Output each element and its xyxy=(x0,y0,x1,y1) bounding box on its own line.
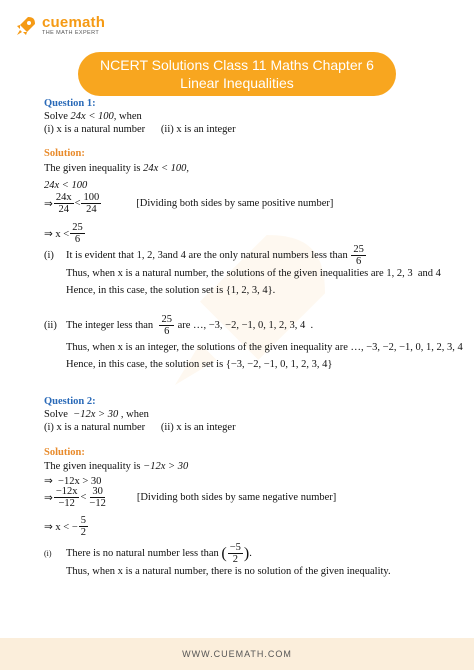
s1-part-ii-line3-text: Hence, in this case, the solution set is xyxy=(66,359,224,370)
s2-step2-left-fraction xyxy=(54,486,80,509)
s1-part-i-line2-end: and 4 xyxy=(417,268,441,279)
rocket-icon xyxy=(14,14,38,38)
fraction-numerator: 24x xyxy=(55,192,72,203)
q2-parts: (i) x is a natural number (ii) x is an integer xyxy=(44,422,236,433)
fraction-numerator: 30 xyxy=(92,486,103,497)
s1-step3 xyxy=(44,222,86,245)
s2-part-i-period: . xyxy=(249,548,252,560)
s1-part-i-line3 xyxy=(66,285,275,296)
q2-inequality: −12x > 30 xyxy=(73,409,119,420)
s1-part-i-text-a: It is evident that xyxy=(66,250,134,262)
s2-part-i-line2: Thus, when x is a natural number, there is no solution of the given inequality. xyxy=(66,566,391,577)
s2-step3-fraction xyxy=(79,515,88,538)
fraction-numerator: −12x xyxy=(55,486,78,497)
brand-name: cuemath xyxy=(42,14,106,32)
s2-step3-prefix: ⇒ x < − xyxy=(44,521,78,533)
question-2-prompt xyxy=(44,409,149,420)
s1-part-i-line3-text: Hence, in this case, the solution set is xyxy=(66,285,224,296)
s2-step1: ⇒ −12x > 30 xyxy=(44,476,102,487)
s2-step3 xyxy=(44,515,89,538)
s1-part-i-line1 xyxy=(44,244,367,267)
footer-website[interactable]: WWW.CUEMATH.COM xyxy=(0,638,474,670)
solution-2-heading: Solution: xyxy=(44,447,85,458)
q1-inequality: 24x < 100, xyxy=(70,111,117,122)
fraction-numerator: 5 xyxy=(80,515,87,526)
q1-prompt-prefix: Solve xyxy=(44,111,68,122)
fraction-denominator: 2 xyxy=(232,554,238,566)
s1-part-i-line2 xyxy=(66,268,441,279)
s1-part-ii-line2 xyxy=(66,342,463,353)
s1-intro-inequality: 24x < 100, xyxy=(143,163,190,174)
fraction-denominator: 6 xyxy=(355,256,362,268)
brand-tagline: THE MATH EXPERT xyxy=(42,30,100,37)
s1-part-ii-fraction xyxy=(159,314,174,337)
question-1-prompt xyxy=(44,111,142,122)
q2-prompt-suffix: , when xyxy=(120,409,149,420)
s1-intro xyxy=(44,163,189,174)
s2-step2-right-fraction xyxy=(87,486,107,509)
fraction-denominator: −12 xyxy=(89,498,106,510)
fraction-numerator: −5 xyxy=(229,542,241,553)
s1-part-ii-line3 xyxy=(66,359,332,370)
fraction-numerator: 25 xyxy=(353,244,364,255)
s2-part-i-label: (i) xyxy=(44,549,52,559)
s2-part-i-text: There is no natural number less than xyxy=(66,548,219,560)
s2-step2: ⇒ $\frac{-12x}{-12}$ < $\frac{30}{-12}$ [Dividing both sides by same negative number] xyxy=(44,486,337,510)
s1-step2-left-fraction xyxy=(54,192,74,215)
fraction-denominator: 2 xyxy=(80,527,87,539)
banner-title-line2: Linear Inequalities xyxy=(180,75,294,91)
s1-part-ii-label: (ii) xyxy=(44,320,57,332)
s1-intro-text: The given inequality is xyxy=(44,163,141,174)
s1-part-i-period: . xyxy=(272,285,276,296)
q1-prompt-suffix: when xyxy=(119,111,142,122)
s1-part-ii-text-a: The integer less than xyxy=(66,320,154,332)
fraction-denominator: −12 xyxy=(58,498,75,510)
fraction-denominator: 24 xyxy=(86,204,97,216)
s1-part-i-fraction xyxy=(351,244,366,267)
s1-step3-prefix: ⇒ x < xyxy=(44,228,70,240)
s1-part-ii-line2-text: Thus, when x is an integer, the solutions of the given inequality are xyxy=(66,342,348,353)
s1-part-i-solution-set: {1, 2, 3, 4} xyxy=(225,285,273,296)
fraction-numerator: 25 xyxy=(72,222,83,233)
s1-part-ii-solution-set: {−3, −2, −1, 0, 1, 2, 3, 4} xyxy=(225,359,333,370)
cuemath-logo xyxy=(14,14,105,38)
s1-step1: 24x < 100 xyxy=(44,180,88,191)
question-1-heading: Question 1: xyxy=(44,98,96,109)
s1-part-ii-list: …, −3, −2, −1, 0, 1, 2, 3, 4 xyxy=(193,320,306,332)
s1-part-i-line2-nums: 1, 2, 3 xyxy=(386,268,413,279)
banner-title-line1: NCERT Solutions Class 11 Maths Chapter 6 xyxy=(100,57,374,73)
s2-part-i-fraction xyxy=(228,542,243,565)
question-2-heading: Question 2: xyxy=(44,396,96,407)
q2-prompt-prefix: Solve xyxy=(44,409,68,420)
watermark-logo-icon xyxy=(150,210,350,410)
s1-part-ii-line2-list: …, −3, −2, −1, 0, 1, 2, 3, 4 xyxy=(350,342,463,353)
s2-step2-note: [Dividing both sides by same negative number] xyxy=(136,492,337,504)
s1-step2-right-fraction xyxy=(81,192,101,215)
s2-intro xyxy=(44,461,188,472)
solution-1-heading: Solution: xyxy=(44,148,85,159)
s2-intro-text: The given inequality is xyxy=(44,461,141,472)
s1-step2: ⇒ $\frac{24x}{24}$ < $\frac{100}{24}$ [Dividing both sides by same positive number] xyxy=(44,192,334,216)
s1-part-i-label: (i) xyxy=(44,250,54,262)
s1-part-i-nums: 1, 2, 3 xyxy=(136,250,163,262)
s2-intro-inequality: −12x > 30 xyxy=(143,461,189,472)
fraction-numerator: 25 xyxy=(161,314,172,325)
fraction-denominator: 24 xyxy=(58,204,69,216)
s2-part-i-line1: (i) There is no natural number less than ( $\frac{-5}{2}$ ) . xyxy=(44,542,252,566)
fraction-numerator: 100 xyxy=(83,192,100,203)
s1-part-i-text-b: and 4 are the only natural numbers less than xyxy=(162,250,348,262)
q1-parts: (i) x is a natural number (ii) x is an integer xyxy=(44,124,236,135)
s1-part-ii-text-b: are xyxy=(177,320,191,332)
s2-step2-arrow: ⇒ xyxy=(44,492,53,504)
s1-step2-arrow: ⇒ xyxy=(44,198,53,210)
s1-part-i-line2-text: Thus, when x is a natural number, the solutions of the given inequalities are xyxy=(66,268,384,279)
fraction-denominator: 6 xyxy=(164,326,170,338)
title-banner xyxy=(78,52,396,96)
s1-step2-note: [Dividing both sides by same positive number] xyxy=(136,198,334,210)
fraction-denominator: 6 xyxy=(74,234,81,246)
s1-part-ii-period: . xyxy=(310,320,314,332)
s1-part-ii-line1 xyxy=(44,314,313,337)
s1-step3-fraction xyxy=(70,222,85,245)
